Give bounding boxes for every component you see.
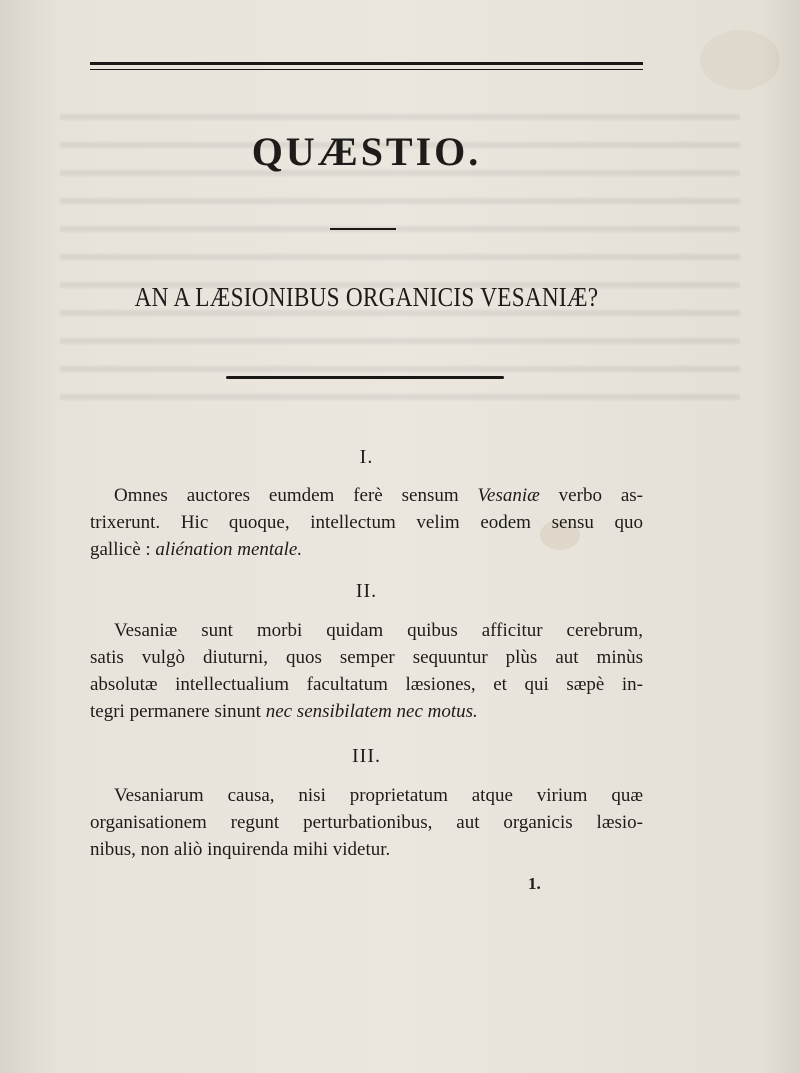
header-double-rule bbox=[90, 62, 643, 70]
page-title: QUÆSTIO. bbox=[251, 129, 482, 174]
section-paragraph bbox=[90, 482, 643, 563]
section-numeral: III. bbox=[352, 745, 381, 767]
paragraph-line: tegri permanere sinunt nec sensibilatem nec motus. bbox=[90, 701, 478, 722]
paragraph-line: organisationem regunt perturbationibus, aut organicis læsio- bbox=[90, 812, 643, 833]
section-numeral: I. bbox=[359, 446, 374, 468]
paragraph-line: trixerunt. Hic quoque, intellectum velim eodem sensu quo bbox=[90, 512, 643, 533]
paragraph-line: nibus, non aliò inquirenda mihi videtur. bbox=[90, 839, 391, 860]
question-subtitle: AN A LÆSIONIBUS ORGANICIS VESANIÆ? bbox=[134, 282, 599, 312]
paragraph-line: absolutæ intellectualium facultatum læsiones, et qui sæpè in- bbox=[90, 674, 643, 695]
subtitle-separator-rule bbox=[226, 376, 504, 379]
paragraph-line: Omnes auctores eumdem ferè sensum Vesaniæ verbo as- bbox=[114, 485, 643, 506]
signature-mark: 1. bbox=[528, 874, 541, 893]
paragraph-line: Vesaniarum causa, nisi proprietatum atque virium quæ bbox=[114, 785, 643, 806]
section-paragraph bbox=[90, 617, 643, 725]
title-separator-rule bbox=[330, 228, 396, 230]
paragraph-line: gallicè : aliénation mentale. bbox=[90, 539, 303, 560]
section-paragraph bbox=[90, 782, 643, 863]
paper-stain bbox=[700, 30, 780, 90]
section-numeral: II. bbox=[355, 580, 378, 602]
paragraph-line: Vesaniæ sunt morbi quidam quibus afficitur cerebrum, bbox=[114, 620, 643, 641]
paragraph-line: satis vulgò diuturni, quos semper sequuntur plùs aut minùs bbox=[90, 647, 643, 668]
